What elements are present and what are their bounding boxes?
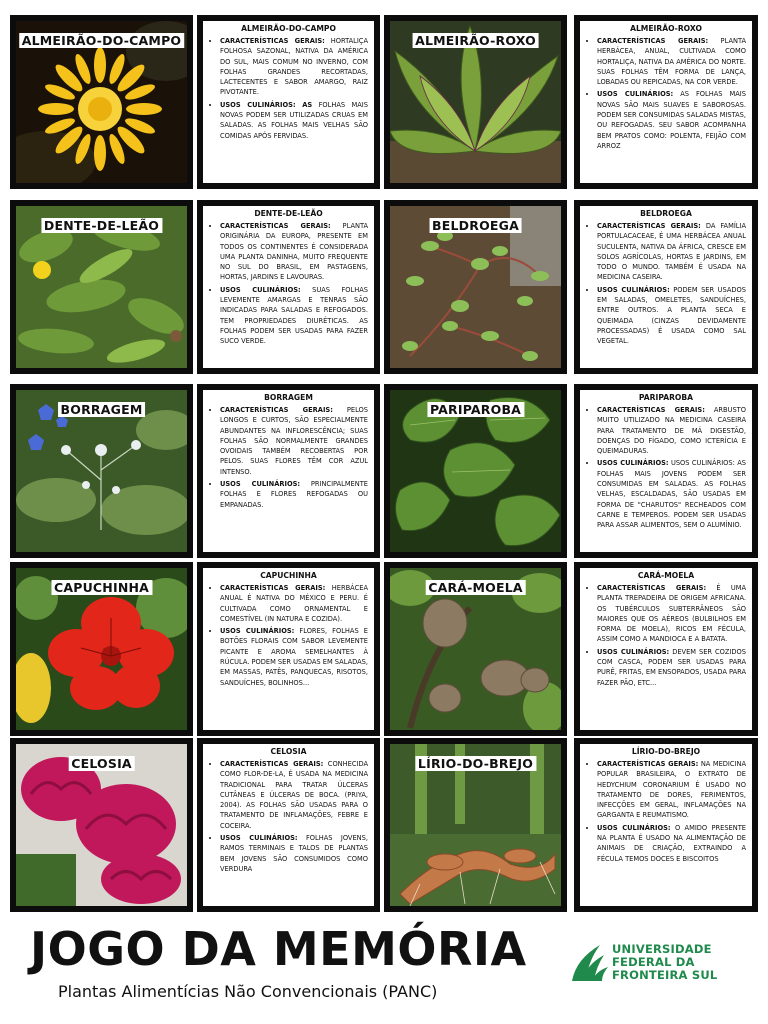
text-card-capuchinha[interactable] [197, 562, 380, 736]
section-text: FOLHAS JOVENS, RAMOS TERMINAIS E TALOS DE PLANTAS BEM JOVENS SÃO CONSUMIDOS COMO VERDURA [220, 833, 368, 873]
text-box [203, 206, 374, 368]
general-characteristics [220, 583, 368, 624]
description-list [209, 405, 368, 510]
general-characteristics [220, 759, 368, 831]
card-label: ALMEIRÃO-ROXO [412, 33, 539, 48]
card-label: PARIPAROBA [427, 402, 524, 417]
photo-card-cara-moela[interactable] [384, 562, 567, 736]
card-label: BELDROEGA [429, 218, 522, 233]
photo-card-lirio-do-brejo[interactable] [384, 738, 567, 912]
text-box [580, 21, 752, 183]
section-text: PELOS LONGOS E CURTOS, SÃO ESPECIALMENTE ABUNDANTES NA INFLORESCÊNCIA; SUAS FOLHAS SÃO NORMALMENTE GRANDES OVOIDAIS TAMBÉM RECOBERTAS POR PELOS. SUAS FLORES TÊM COR AZUL INTENSO. [220, 405, 368, 476]
card-label: BORRAGEM [58, 402, 146, 417]
university-name [612, 943, 717, 982]
general-characteristics [597, 36, 746, 87]
logo-line-2: FEDERAL DA [612, 955, 695, 969]
description-list [209, 759, 368, 874]
section-heading: CARACTERÍSTICAS GERAIS: [220, 583, 326, 592]
section-text: O AMIDO PRESENTE NA PLANTA É USADO NA ALIMENTAÇÃO DE ANIMAIS DE CRIAÇÃO, EXTRAINDO A FÉCULA TEMOS DOCES E BISCOITOS [597, 822, 746, 863]
section-heading: CARACTERÍSTICAS GERAIS: [220, 36, 325, 45]
culinary-uses [597, 285, 746, 347]
section-heading: USOS CULINÁRIOS: [220, 833, 298, 843]
card-label: CAPUCHINHA [51, 580, 152, 595]
card-title: BORRAGEM [264, 393, 313, 402]
photo-borragem [16, 390, 187, 552]
card-title: BELDROEGA [640, 209, 692, 218]
photo-card-beldroega[interactable] [384, 200, 567, 374]
section-heading: USOS CULINÁRIOS: [597, 822, 671, 832]
photo-card-borragem[interactable] [10, 384, 193, 558]
section-heading: CARACTERÍSTICAS GERAIS: [220, 759, 324, 768]
photo-card-dente-de-leao[interactable] [10, 200, 193, 374]
text-card-celosia[interactable] [197, 738, 380, 912]
text-card-cara-moela[interactable] [574, 562, 758, 736]
text-box [203, 744, 374, 906]
text-box [203, 390, 374, 552]
section-heading: USOS CULINÁRIOS: [597, 89, 674, 99]
photo-cara-moela [390, 568, 561, 730]
text-box [580, 390, 752, 552]
description-list [586, 221, 746, 347]
text-card-almeirao-do-campo[interactable] [197, 15, 380, 189]
culinary-uses [597, 647, 746, 688]
culinary-uses [220, 833, 368, 874]
section-heading: USOS CULINÁRIOS: [220, 284, 301, 294]
section-heading: CARACTERÍSTICAS GERAIS: [597, 583, 707, 592]
culinary-uses [597, 89, 746, 151]
section-text: ARBUSTO MUITO UTILIZADO NA MEDICINA CASEIRA PARA TRATAMENTO DE MÁ DIGESTÃO, DOENÇAS DO FÍGADO, COMO ICTERÍCIA E QUEIMADURAS. [597, 405, 746, 456]
university-logo [570, 941, 740, 983]
page-title: JOGO DA MEMÓRIA [30, 922, 527, 976]
description-list [586, 583, 746, 688]
description-list [209, 221, 368, 347]
photo-card-pariparoba[interactable] [384, 384, 567, 558]
section-heading: USOS CULINÁRIOS: [597, 284, 670, 294]
section-text: PLANTA ORIGINÁRIA DA EUROPA, PRESENTE EM TODOS OS CONTINENTES É CONSIDERADA UMA PLANTA DANINHA, MUITO FREQUENTE NO SUL DO BRASIL, EM PASTAGENS, HORTAS, JARDINS E LAVOURAS. [220, 221, 368, 282]
photo-card-almeirao-roxo[interactable] [384, 15, 567, 189]
text-box [203, 21, 374, 183]
section-text: PRINCIPALMENTE FOLHAS E FLORES REFOGADAS OU EMPANADAS. [220, 479, 368, 509]
general-characteristics [597, 221, 746, 283]
section-text: USOS CULINÁRIOS: AS FOLHAS MAIS JOVENS PODEM SER CONSUMIDAS EM SALADAS. AS FOLHAS VELHAS, ESCALDADAS, SÃO USADAS EM FORMA DE "CHARUTOS" RECHEADOS COM CARNE E TEMPEROS. PODEM SER USADAS PARA ASSAR ALIMENTOS, SEM O ALUMÍNIO. [597, 458, 746, 530]
section-text: CONHECIDA COMO FLOR-DE-LA, É USADA NA MEDICINA TRADICIONAL PARA TRATAR ÚLCERAS CUTÂNEAS E ÚLCERAS DE BOCA. (PRIYA, 2004). AS FOLHAS SÃO USADAS PARA O TRATAMENTO DE INFLAMAÇÕES, FEBRE E COCEIRA. [220, 759, 368, 830]
section-heading: USOS CULINÁRIOS: [220, 479, 301, 489]
photo-pariparoba [390, 390, 561, 552]
section-text: HERBÁCEA ANUAL É NATIVA DO MÉXICO E PERU. É CULTIVADA COMO ORNAMENTAL E COMESTÍVEL (IN NATURA E COZIDA). [220, 583, 368, 623]
photo-card-celosia[interactable] [10, 738, 193, 912]
general-characteristics [597, 405, 746, 456]
text-card-lirio-do-brejo[interactable] [574, 738, 758, 912]
photo-almeirao-do-campo [16, 21, 187, 183]
section-text: DA FAMÍLIA PORTULACACEAE, É UMA HERBÁCEA ANUAL SUCULENTA, NATIVA DA ÁFRICA, CRESCE EM SOLOS AGRÍCOLAS, HORTAS E JARDINS, EM TODO O MUNDO. TAMBÉM É USADA NA MEDICINA CASEIRA. [597, 221, 746, 282]
section-text: FOLHAS MAIS NOVAS PODEM SER UTILIZADAS CRUAS EM SALADAS. AS FOLHAS MAIS VELHAS SÃO COMIDAS APÓS FERVIDAS. [220, 99, 368, 140]
text-box [580, 744, 752, 906]
section-text: SUAS FOLHAS LEVEMENTE AMARGAS E TENRAS SÃO INDICADAS PARA SALADAS E REFOGADOS. TEM PROPRIEDADES DIURÉTICAS. AS FOLHAS PODEM SER USADAS PARA FAZER SUCO VERDE. [220, 284, 368, 346]
card-title: ALMEIRÃO-DO-CAMPO [241, 24, 336, 33]
card-title: ALMEIRÃO-ROXO [630, 24, 702, 33]
culinary-uses [220, 626, 368, 688]
section-heading: USOS CULINÁRIOS: [220, 626, 295, 636]
card-label: ALMEIRÃO-DO-CAMPO [19, 33, 185, 48]
text-card-almeirao-roxo[interactable] [574, 15, 758, 189]
general-characteristics [597, 759, 746, 821]
section-text: DEVEM SER COZIDOS COM CASCA, PODEM SER USADAS PARA PURÊ, FRITAS, EM ENSOPADOS, USADA PARA FAZER PÃO, ETC... [597, 646, 746, 687]
logo-line-1: UNIVERSIDADE [612, 942, 712, 956]
photo-capuchinha [16, 568, 187, 730]
general-characteristics [220, 221, 368, 283]
section-text: PLANTA HERBÁCEA, ANUAL, CULTIVADA COMO HORTALIÇA, NATIVA DA AMÉRICA DO NORTE. SUAS FOLHAS TÊM FORMA DE LANÇA, LOBADAS OU REPICADAS, NA COR VERDE. [597, 36, 746, 87]
general-characteristics [220, 36, 368, 98]
photo-beldroega [390, 206, 561, 368]
culinary-uses [220, 285, 368, 347]
photo-dente-de-leao [16, 206, 187, 368]
section-text: NA MEDICINA POPULAR BRASILEIRA, O EXTRATO DE HEDYCHIUM CORONARIUM É USADO NO TRATAMENTO DE DORES, FERIMENTOS, INFECÇÕES EM GERAL, INFLAMAÇÕES NA GARGANTA E REUMATISMO. [597, 759, 746, 820]
section-text: PODEM SER USADOS EM SALADAS, OMELETES, SANDUÍCHES, ENTRE OUTROS. A PLANTA SECA E QUEIMADA (CINZAS DEVIDAMENTE PROCESSADAS) É USADA COMO SAL VEGETAL. [597, 284, 746, 346]
section-text: AS FOLHAS MAIS NOVAS SÃO MAIS SUAVES E SABOROSAS. PODEM SER CONSUMIDAS SALADAS MISTAS, OU REFOGADAS. SEU SABOR ACOMPANHA BEM PRATOS COMO: POLENTA, FEIJÃO COM ARROZ [597, 89, 746, 150]
text-card-borragem[interactable] [197, 384, 380, 558]
card-label: CELOSIA [68, 756, 135, 771]
photo-lirio-do-brejo [390, 744, 561, 906]
card-title: PARIPAROBA [638, 393, 694, 402]
culinary-uses [220, 100, 368, 141]
text-box [580, 206, 752, 368]
general-characteristics [220, 405, 368, 477]
description-list [586, 405, 746, 531]
section-heading: USOS CULINÁRIOS: AS [220, 99, 313, 109]
card-label: DENTE-DE-LEÃO [41, 218, 162, 233]
section-heading: CARACTERÍSTICAS GERAIS: [220, 405, 333, 414]
card-label: CARÁ-MOELA [425, 580, 526, 595]
culinary-uses [597, 458, 746, 530]
section-heading: CARACTERÍSTICAS GERAIS: [597, 36, 709, 45]
photo-almeirao-roxo [390, 21, 561, 183]
photo-card-capuchinha[interactable] [10, 562, 193, 736]
card-title: CELOSIA [270, 747, 307, 756]
card-label: LÍRIO-DO-BREJO [415, 756, 536, 771]
culinary-uses [597, 823, 746, 864]
section-heading: CARACTERÍSTICAS GERAIS: [597, 759, 699, 768]
page-subtitle: Plantas Alimentícias Não Convencionais (PANC) [58, 982, 438, 1001]
description-list [209, 36, 368, 141]
card-title: CAPUCHINHA [260, 571, 317, 580]
text-card-pariparoba[interactable] [574, 384, 758, 558]
card-title: CARÁ-MOELA [637, 571, 695, 580]
description-list [586, 36, 746, 151]
section-heading: CARACTERÍSTICAS GERAIS: [597, 221, 701, 230]
section-heading: USOS CULINÁRIOS: [597, 646, 670, 656]
text-box [580, 568, 752, 730]
photo-celosia [16, 744, 187, 906]
logo-line-3: FRONTEIRA SUL [612, 968, 718, 982]
description-list [209, 583, 368, 688]
text-box [203, 568, 374, 730]
description-list [586, 759, 746, 864]
card-title: DENTE-DE-LEÃO [254, 209, 323, 218]
photo-card-almeirao-do-campo[interactable] [10, 15, 193, 189]
uffs-logo-icon [570, 941, 608, 983]
card-title: LÍRIO-DO-BREJO [631, 747, 701, 756]
section-heading: CARACTERÍSTICAS GERAIS: [597, 405, 705, 414]
section-heading: CARACTERÍSTICAS GERAIS: [220, 221, 331, 230]
section-text: É UMA PLANTA TREPADEIRA DE ORIGEM AFRICANA. OS TUBÉRCULOS SUBTERRÂNEOS SÃO MAIORES QUE OS AÉREOS (BULBILHOS EM FORMA DE MOELA), RICOS EM FÉCULA, ASSIM COMO A MANDIOCA E A BATATA. [597, 583, 746, 644]
general-characteristics [597, 583, 746, 645]
section-text: HORTALIÇA FOLHOSA SAZONAL, NATIVA DA AMÉRICA DO SUL, MAIS COMUM NO INVERNO, COM FOLHAS GRANDES RECORTADAS, LACTECENTES E SABOR AMARGO, RAIZ PIVOTANTE. [220, 36, 368, 97]
text-card-beldroega[interactable] [574, 200, 758, 374]
text-card-dente-de-leao[interactable] [197, 200, 380, 374]
section-heading: USOS CULINÁRIOS: [597, 458, 669, 468]
section-text: FLORES, FOLHAS E BOTÕES FLORAIS COM SABOR LEVEMENTE PICANTE E AROMA SEMELHANTES À RÚCULA. PODEM SER USADAS EM SALADAS, EM MASSAS, PATÊS, PANQUECAS, RISOTOS, SANDUÍCHES, BOLINHOS... [220, 626, 368, 687]
culinary-uses [220, 479, 368, 510]
